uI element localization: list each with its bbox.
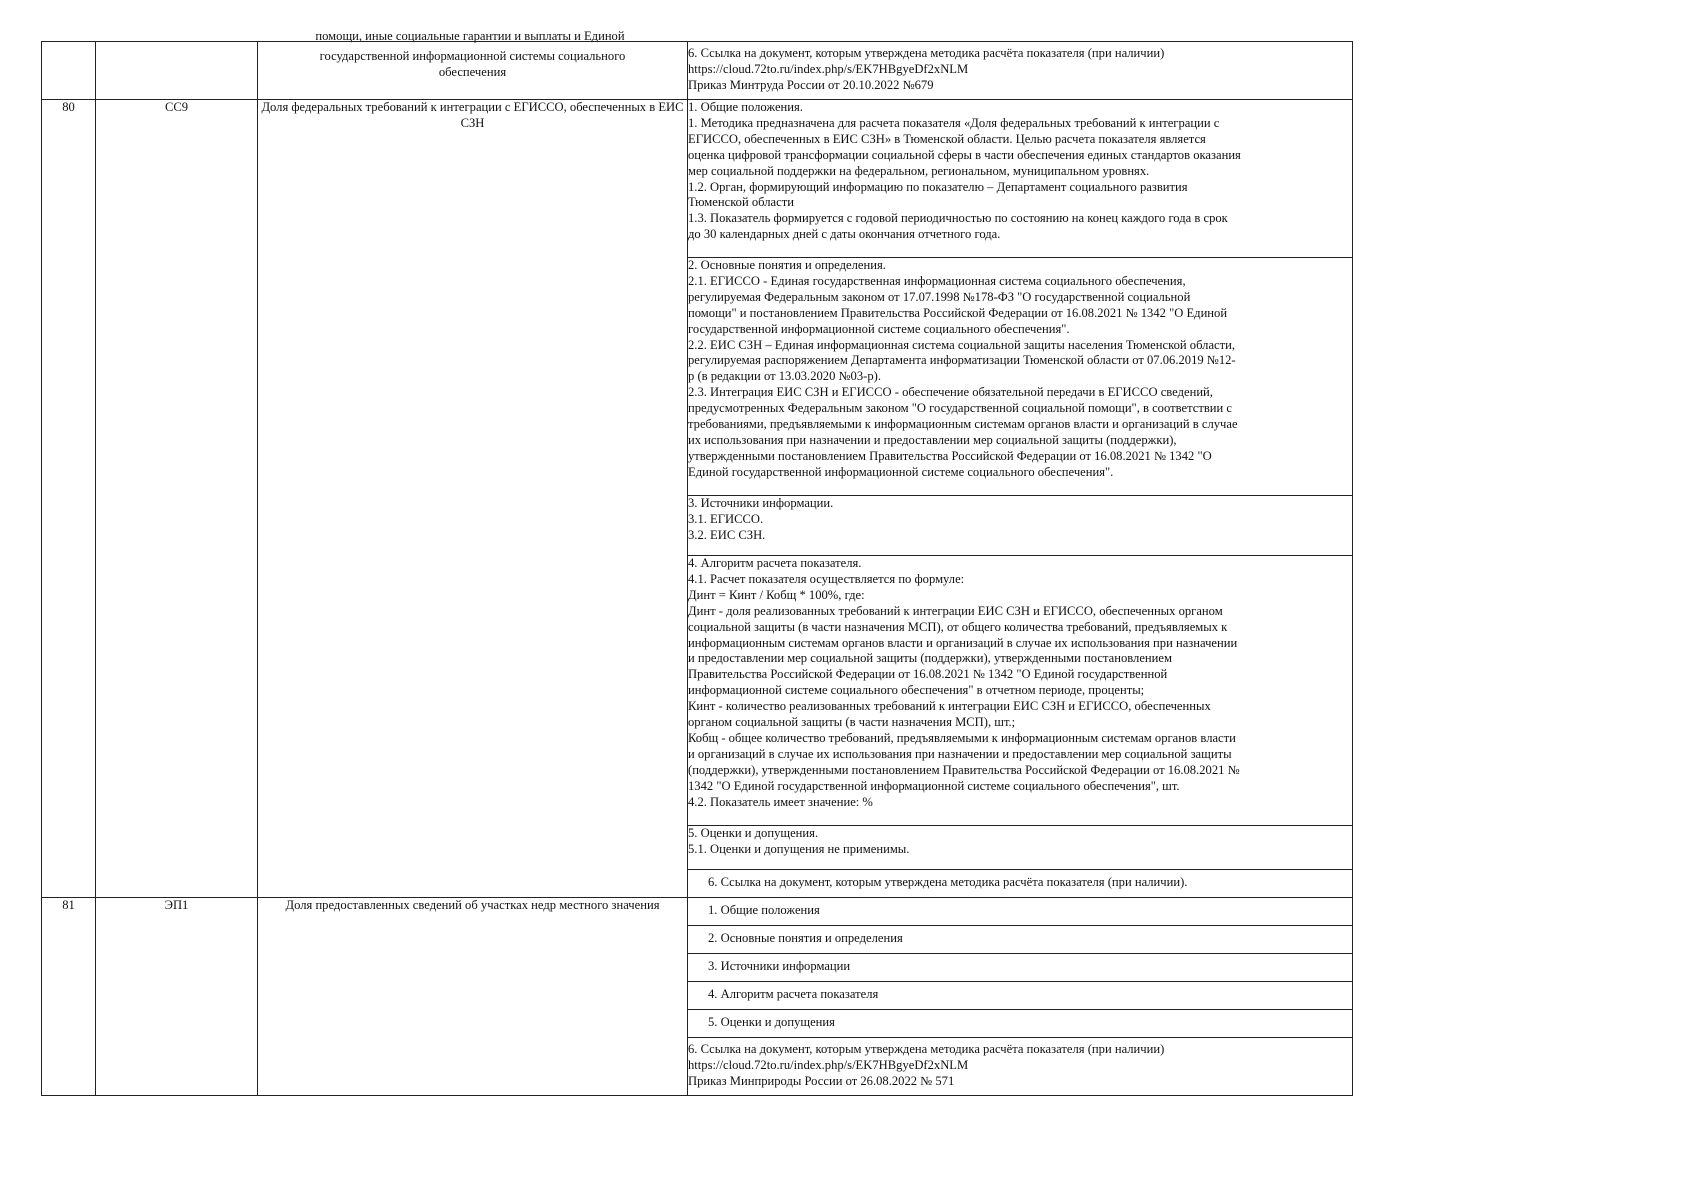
text-line: помощи" и постановлением Правительства Российской Федерации от 16.08.2021 № 1342 "О Единой (688, 305, 1228, 320)
text-line: 2. Основные понятия и определения. (688, 258, 886, 272)
text-line: информационным системам органов власти и организаций в случае их использования при назначении (688, 635, 1238, 650)
indicator-name-cell: Доля федеральных требований к интеграции с ЕГИССО, обеспеченных в ЕИС СЗН (258, 100, 688, 898)
text-line: 4.1. Расчет показателя осуществляется по формуле: (688, 571, 965, 586)
text-line: Кобщ - общее количество требований, предъявляемыми к информационным системам органов власти (688, 730, 1236, 745)
text-line: 1342 "О Единой государственной информационной системе социального обеспечения", шт. (688, 778, 1180, 793)
section-2-definitions-cell: 2. Основные понятия и определения (688, 926, 1353, 954)
text-line: 2.3. Интеграция ЕИС СЗН и ЕГИССО - обеспечение обязательной передачи в ЕГИССО сведений, (688, 385, 1213, 400)
section-3-sources-cell (688, 496, 1353, 556)
text-line: Правительства Российской Федерации от 16.08.2021 № 1342 "О Единой государственной (688, 667, 1168, 682)
section-1-general-cell: 1. Общие положения (688, 898, 1353, 926)
indicator-name-cell (258, 42, 688, 100)
text-line: 2.2. ЕИС СЗН – Единая информационная система социальной защиты населения Тюменской области, (688, 337, 1236, 352)
indicator-name-line: обеспечения (438, 64, 507, 79)
formula-line: Динт = Кинт / Кобщ * 100%, где: (688, 587, 865, 602)
text-line: 1. Методика предназначена для расчета показателя «Доля федеральных требований к интеграции с (688, 115, 1220, 130)
text-line: 1.2. Орган, формирующий информацию по показателю – Департамент социального развития (688, 179, 1188, 194)
text-line: социальной защиты (в части назначения МСП), от общего количества требований, предъявляемых к (688, 619, 1228, 634)
document-link[interactable]: https://cloud.72to.ru/index.php/s/EK7HBgyeDf2xNLM (688, 61, 969, 76)
table-row-81 (42, 898, 1353, 926)
text-line: 2.1. ЕГИССО - Единая государственная информационная система социального обеспечения, (688, 273, 1186, 288)
text-line: Единой государственной информационной системе социального обеспечения". (688, 464, 1114, 479)
text-line: 1. Общие положения. (688, 100, 803, 114)
section-6-link-cell (688, 870, 1353, 898)
text-line: информационной системе социального обеспечения" в отчетном периоде, проценты; (688, 683, 1145, 698)
section-6-link-cell (688, 1038, 1353, 1096)
indicator-name-line: государственной информационной системы социального (319, 49, 626, 63)
section-1-general-cell (688, 100, 1353, 258)
text-line: регулируемая распоряжением Департамента информатизации Тюменской области от 07.06.2019 №12- (688, 353, 1236, 368)
text-line: 3. Источники информации. (688, 496, 834, 510)
text-line: 4.2. Показатель имеет значение: % (688, 794, 873, 809)
text-line: и организаций в случае их использования при назначении и предоставлении мер социальной защиты (688, 746, 1232, 761)
section-5-assumptions-cell (688, 826, 1353, 870)
text-line: 5. Оценки и допущения. (688, 826, 819, 840)
text-line: регулируемая Федеральным законом от 17.07.1998 №178-ФЗ "О государственной социальной (688, 289, 1191, 304)
text-line: их использования при назначении и предоставлении мер социальной защиты (поддержки), (688, 432, 1177, 447)
text-line: 1.3. Показатель формируется с годовой периодичностью по состоянию на конец каждого года в срок (688, 211, 1228, 226)
table-row-prev (42, 42, 1353, 100)
text-line: 4. Алгоритм расчета показателя. (688, 556, 862, 570)
row-code-cell: СС9 (96, 100, 258, 898)
row-code-cell: ЭП1 (96, 898, 258, 1096)
text-line: ЕГИССО, обеспеченных в ЕИС СЗН» в Тюменской области. Целью расчета показателя является (688, 131, 1206, 146)
section-4-algorithm-cell: 4. Алгоритм расчета показателя (688, 982, 1353, 1010)
text-line: 3.2. ЕИС СЗН. (688, 527, 766, 542)
text-line: (поддержки), утвержденными постановлением Правительства Российской Федерации от 16.08.2021 № (688, 762, 1240, 777)
clipped-text-line: помощи, иные социальные гарантии и выплаты и Единой (315, 29, 625, 43)
order-reference: Приказ Минтруда России от 20.10.2022 №679 (688, 77, 934, 92)
section-title: 6. Ссылка на документ, которым утверждена методика расчёта показателя (при наличии) (688, 46, 1165, 60)
text-line: оценка цифровой трансформации социальной сферы в части обеспечения единых стандартов оказания (688, 147, 1241, 162)
table-row-80 (42, 100, 1353, 258)
row-code-cell (96, 42, 258, 100)
text-line: 5.1. Оценки и допущения не применимы. (688, 841, 910, 856)
section-4-algorithm-cell (688, 556, 1353, 826)
text-line: р (в редакции от 13.03.2020 №03-р). (688, 369, 881, 384)
text-line: требованиями, предъявляемыми к информационным системам органов власти и организаций в случае (688, 417, 1238, 432)
row-number-cell: 81 (42, 898, 96, 1096)
row-number-cell (42, 42, 96, 100)
text-line: 3.1. ЕГИССО. (688, 511, 764, 526)
row-number-cell: 80 (42, 100, 96, 898)
text-line: Тюменской области (688, 195, 794, 210)
document-link[interactable]: https://cloud.72to.ru/index.php/s/EK7HBgyeDf2xNLM (688, 1057, 969, 1072)
section-5-assumptions-cell: 5. Оценки и допущения (688, 1010, 1353, 1038)
text-line: предусмотренных Федеральным законом "О государственной социальной помощи", в соответствии с (688, 401, 1232, 416)
section-2-definitions-cell (688, 258, 1353, 496)
text-line: мер социальной поддержки на федеральном, региональном, муниципальном уровнях. (688, 163, 1150, 178)
indicator-name-cell: Доля предоставленных сведений об участках недр местного значения (258, 898, 688, 1096)
text-line: органом социальной защиты (в части назначения МСП), шт.; (688, 715, 1016, 730)
indicator-table (41, 41, 1353, 1096)
text-line: государственной информационной системе социального обеспечения". (688, 321, 1070, 336)
text-line: до 30 календарных дней с даты окончания отчетного года. (688, 227, 1001, 242)
section-3-sources-cell: 3. Источники информации (688, 954, 1353, 982)
section-title: 6. Ссылка на документ, которым утверждена методика расчёта показателя (при наличии) (688, 1042, 1165, 1056)
section-6-link-cell (688, 42, 1353, 100)
text-line: Динт - доля реализованных требований к интеграции ЕИС СЗН и ЕГИССО, обеспеченных органом (688, 603, 1223, 618)
text-line: и предоставлении мер социальной защиты (поддержки), утвержденными постановлением (688, 651, 1172, 666)
text-line: 6. Ссылка на документ, которым утверждена методика расчёта показателя (при наличии). (708, 875, 1188, 889)
text-line: Кинт - количество реализованных требований к интеграции ЕИС СЗН и ЕГИССО, обеспеченных (688, 699, 1211, 714)
order-reference: Приказ Минприроды России от 26.08.2022 № 571 (688, 1073, 955, 1088)
text-line: утвержденными постановлением Правительства Российской Федерации от 16.08.2021 № 1342 "О (688, 448, 1212, 463)
